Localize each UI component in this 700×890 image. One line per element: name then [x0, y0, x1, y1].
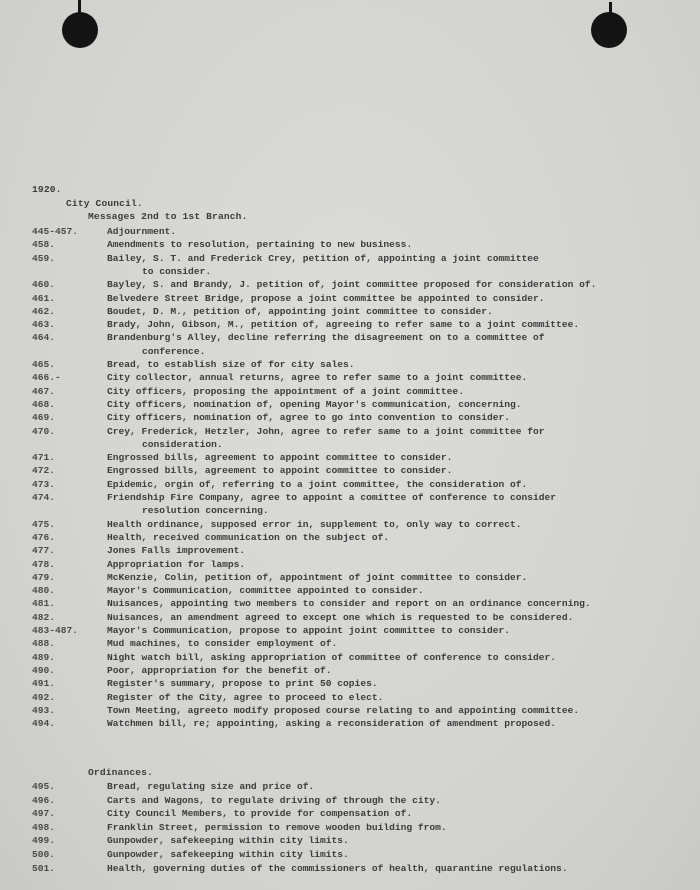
entry-number: 470.: [32, 425, 56, 437]
entry-text: Crey, Frederick, Hetzler, John, agree to refer same to a joint committee for: [107, 425, 545, 437]
entry-text: City officers, proposing the appointment of a joint committee.: [107, 385, 464, 397]
entry-number: 489.: [32, 651, 56, 663]
entry-number: 461.: [32, 292, 56, 304]
entry-number: 496.: [32, 794, 56, 806]
entry-text: Brady, John, Gibson, M., petition of, agreeing to refer same to a joint committee.: [107, 319, 580, 331]
entry-number: 500.: [32, 849, 56, 860]
document-subheading: Messages 2nd to 1st Branch.: [88, 211, 248, 222]
binder-hole-right: [591, 12, 627, 48]
entry-text: Bailey, S. T. and Frederick Crey, petition of, appointing a joint committee: [107, 252, 539, 264]
entry-text: City officers, nomination of, opening Mayor's communication, concerning.: [107, 398, 522, 410]
entry-number: 460.: [32, 279, 56, 291]
entry-text: Mud machines, to consider employment of.: [107, 638, 338, 650]
entry-text: Night watch bill, asking appropriation of committee of conference to consider.: [107, 651, 557, 663]
entry-number: 482.: [32, 611, 56, 623]
entry-text: Appropriation for lamps.: [107, 558, 246, 570]
entry-text: Health, governing duties of the commissioners of health, quarantine regulations.: [107, 862, 568, 874]
entry-text: Town Meeting, agreeto modify proposed course relating to and appointing committee.: [107, 704, 580, 716]
entry-text: Nuisances, appointing two members to consider and report on an ordinance concerning.: [107, 598, 591, 610]
entry-number: 474.: [32, 492, 56, 503]
entry-text: Register's summary, propose to print 50 copies.: [107, 678, 378, 690]
entry-text: McKenzie, Colin, petition of, appointment of joint committee to consider.: [107, 571, 528, 583]
entry-text: Bread, regulating size and price of.: [107, 781, 315, 792]
entry-number: 468.: [32, 398, 56, 410]
entry-number: 473.: [32, 478, 56, 490]
entry-number: 494.: [32, 718, 56, 730]
entry-number: 465.: [32, 359, 56, 370]
entry-number: 462.: [32, 305, 56, 317]
entry-text: Amendments to resolution, pertaining to new business.: [107, 239, 413, 251]
entry-number: 498.: [32, 821, 56, 833]
entry-text: Nuisances, an amendment agreed to except one which is requested to be considered.: [107, 611, 574, 623]
entry-number: 459.: [32, 252, 56, 264]
entry-number: 467.: [32, 385, 56, 397]
entry-number: 488.: [32, 638, 56, 650]
binder-hole-left: [62, 12, 98, 48]
entry-text: Mayor's Communication, committee appointed to consider.: [107, 585, 424, 597]
entry-continuation: resolution concerning.: [142, 505, 269, 517]
entry-continuation: conference.: [142, 345, 206, 357]
entry-number: 492.: [32, 691, 56, 703]
entry-number: 458.: [32, 239, 56, 251]
entry-text: Gunpowder, safekeeping within city limits.: [107, 849, 349, 860]
entry-number: 497.: [32, 808, 56, 820]
entry-number: 491.: [32, 678, 56, 690]
entry-text: Poor, appropriation for the benefit of.: [107, 664, 332, 676]
entry-text: Engrossed bills, agreement to appoint committee to consider.: [107, 465, 453, 477]
entry-number: 481.: [32, 598, 56, 610]
entry-continuation: consideration.: [142, 438, 223, 450]
entry-text: City Council Members, to provide for compensation of.: [107, 808, 413, 820]
entry-number: 464.: [32, 332, 56, 344]
document-year: 1920.: [32, 184, 62, 195]
entry-number: 501.: [32, 862, 56, 874]
document-body-heading: City Council.: [66, 198, 143, 209]
entry-text: Engrossed bills, agreement to appoint committee to consider.: [107, 452, 453, 464]
entry-text: Health, received communication on the subject of.: [107, 531, 390, 543]
entry-number: 479.: [32, 571, 56, 583]
entry-number: 472.: [32, 465, 56, 477]
entry-text: Adjournment.: [107, 226, 177, 237]
entry-text: City collector, annual returns, agree to refer same to a joint committee.: [107, 372, 528, 384]
entry-text: Bayley, S. and Brandy, J. petition of, joint committee proposed for consideration of.: [107, 279, 597, 291]
entry-number: 493.: [32, 704, 56, 716]
entry-number: 463.: [32, 319, 56, 331]
entry-text: Belvedere Street Bridge, propose a joint committee be appointed to consider.: [107, 292, 545, 304]
entry-text: Epidemic, orgin of, referring to a joint committee, the consideration of.: [107, 478, 528, 490]
entry-number: 483-487.: [32, 625, 79, 636]
entry-number: 478.: [32, 558, 56, 570]
entry-number: 471.: [32, 452, 56, 464]
entry-text: Bread, to establish size of for city sales.: [107, 359, 355, 370]
entry-text: Watchmen bill, re; appointing, asking a reconsideration of amendment proposed.: [107, 718, 557, 730]
entry-text: Health ordinance, supposed error in, supplement to, only way to correct.: [107, 518, 522, 530]
entry-text: Carts and Wagons, to regulate driving of through the city.: [107, 794, 441, 806]
entry-number: 490.: [32, 664, 56, 676]
entry-text: Mayor's Communication, propose to appoint joint committee to consider.: [107, 625, 511, 636]
entry-continuation: to consider.: [142, 265, 212, 277]
entry-number: 477.: [32, 545, 56, 557]
entry-number: 466.-: [32, 372, 61, 384]
entry-number: 495.: [32, 781, 56, 792]
entry-text: Brandenburg's Alley, decline referring the disagreement on to a committee of: [107, 332, 545, 344]
entry-text: Jones Falls improvement.: [107, 545, 246, 557]
entry-text: Boudet, D. M., petition of, appointing joint committee to consider.: [107, 305, 493, 317]
entry-text: Franklin Street, permission to remove wooden building from.: [107, 821, 447, 833]
entry-text: Gunpowder, safekeeping within city limits.: [107, 835, 349, 847]
entry-number: 469.: [32, 412, 56, 424]
entry-text: City officers, nomination of, agree to go into convention to consider.: [107, 412, 511, 424]
entry-number: 475.: [32, 518, 56, 530]
entry-number: 480.: [32, 585, 56, 597]
entry-text: Register of the City, agree to proceed to elect.: [107, 691, 384, 703]
entry-number: 476.: [32, 531, 56, 543]
entry-number: 499.: [32, 835, 56, 847]
entry-text: Friendship Fire Company, agree to appoint a comittee of conference to consider: [107, 492, 557, 503]
ordinances-heading: Ordinances.: [88, 767, 153, 778]
entry-number: 445-457.: [32, 226, 79, 237]
